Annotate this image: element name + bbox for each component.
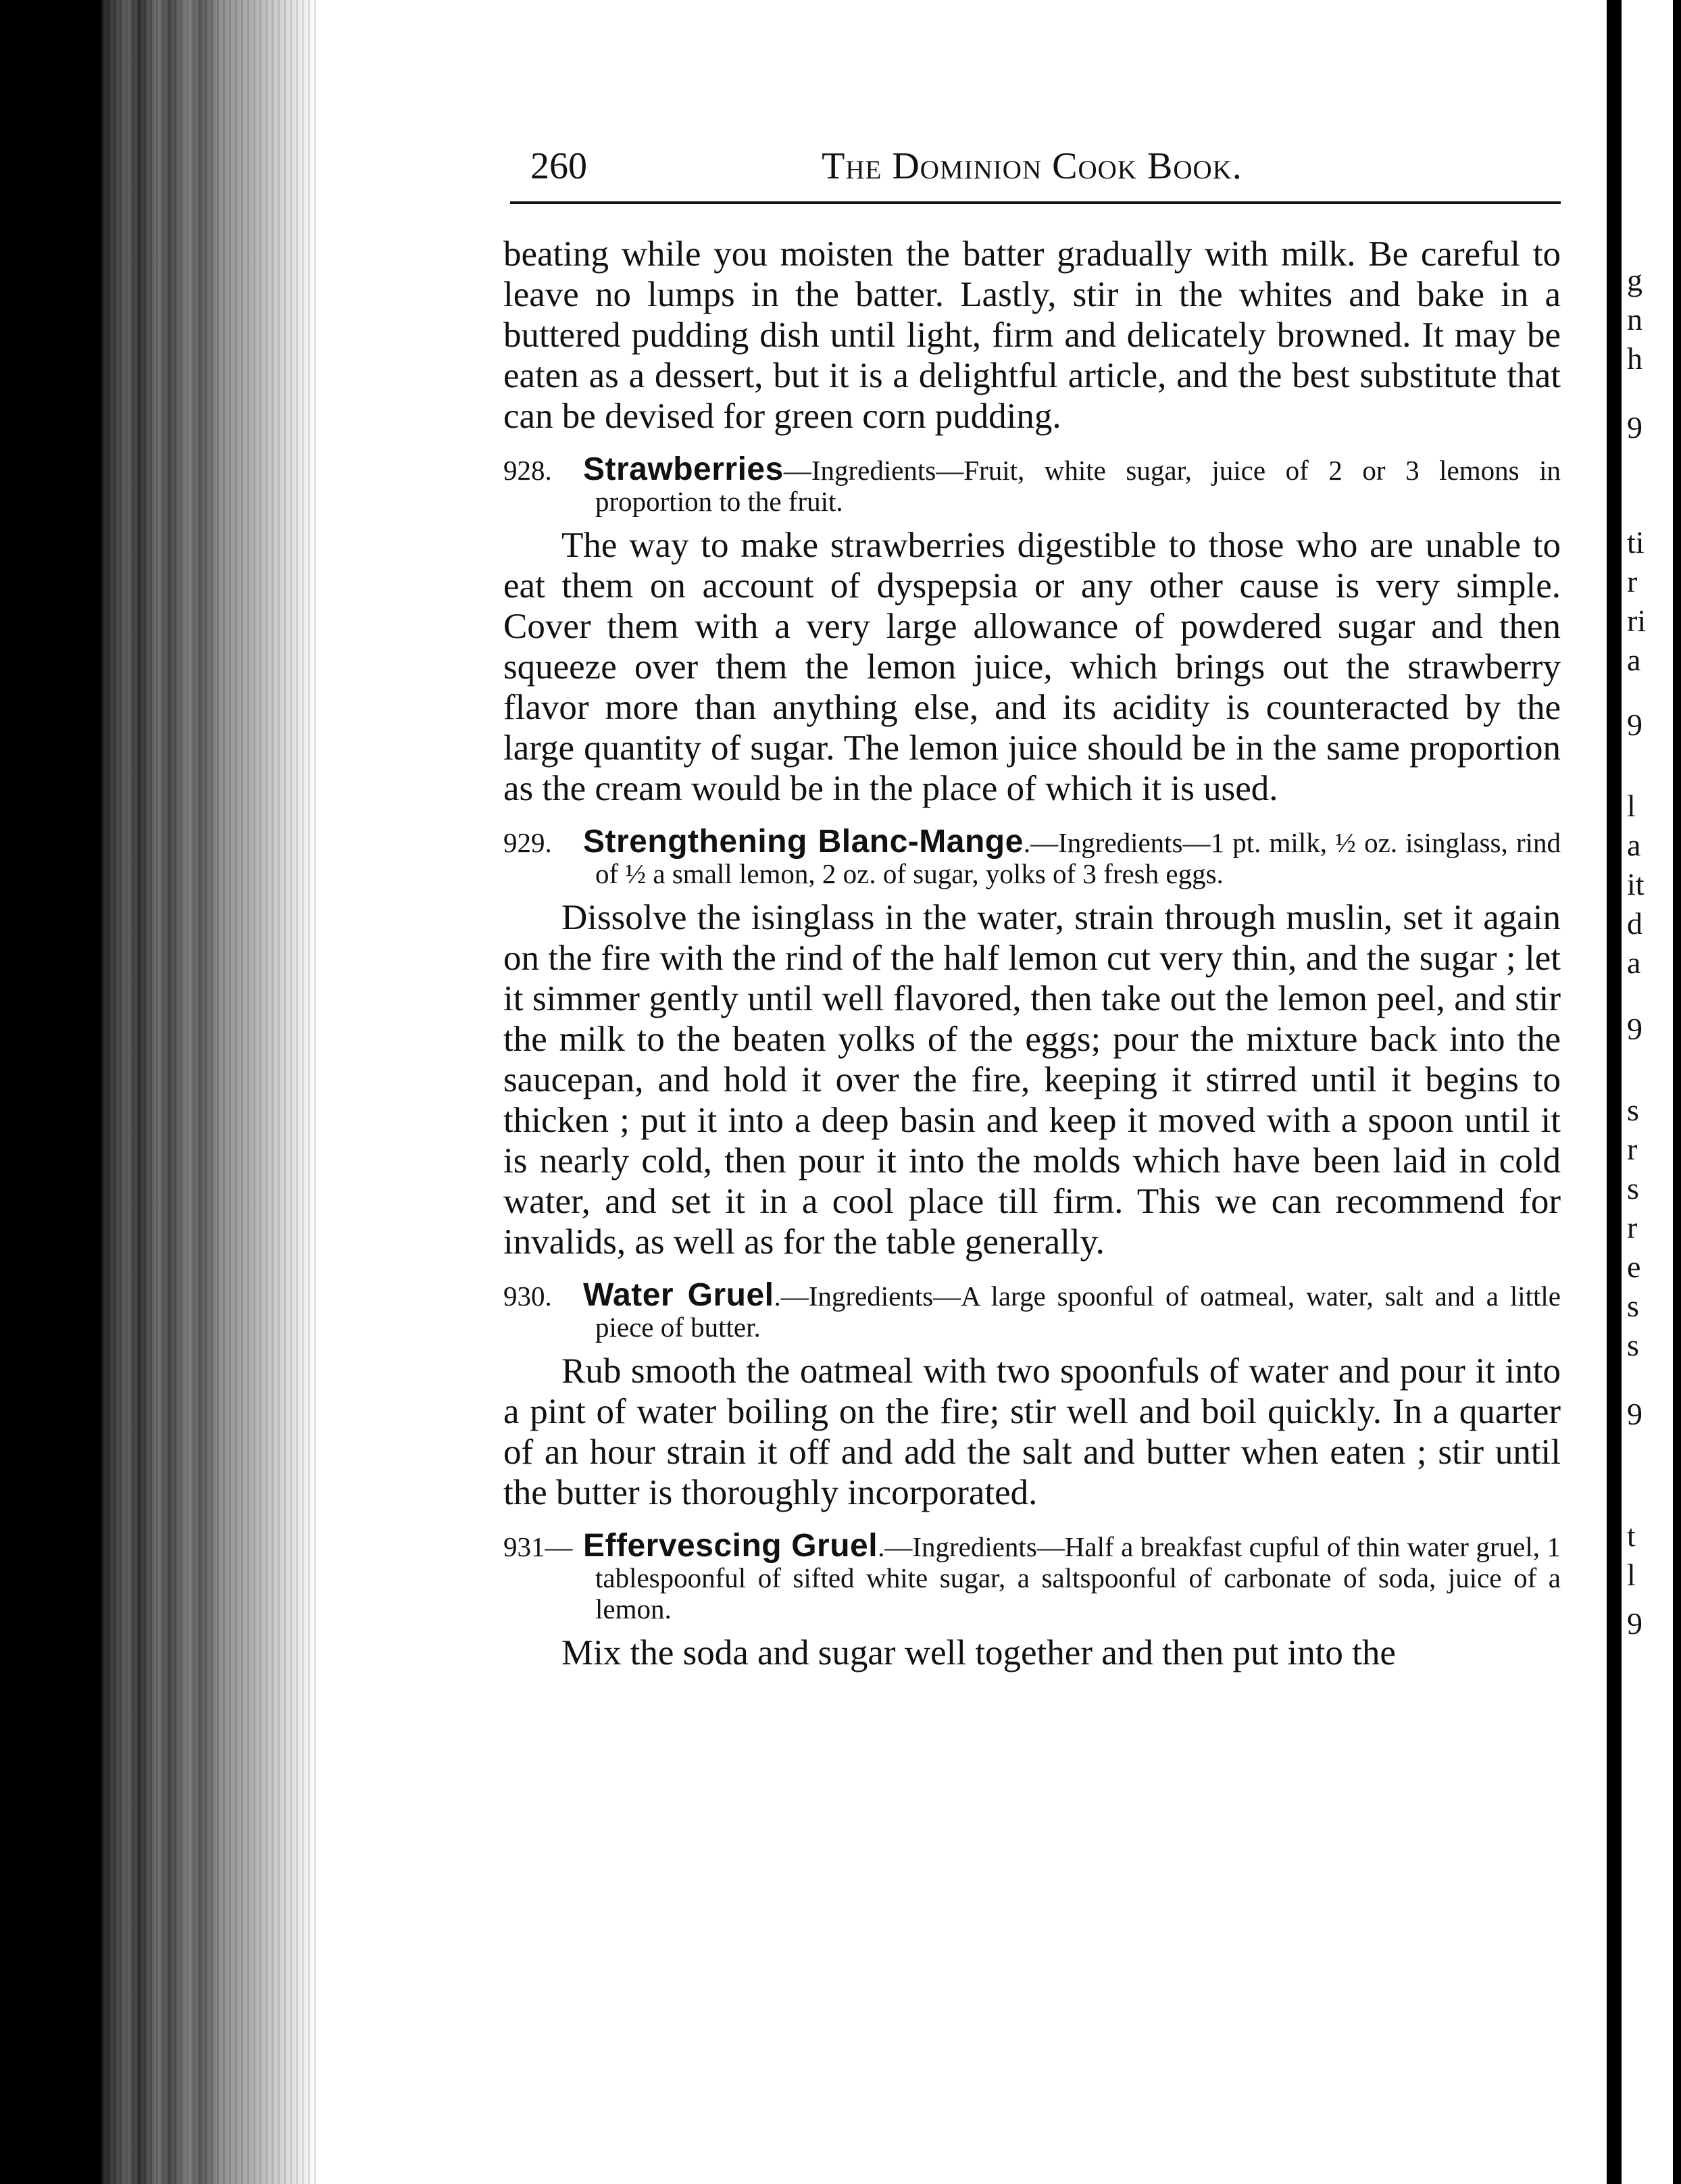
facing-page-fragment: h xyxy=(1627,341,1642,376)
facing-page-fragment: r xyxy=(1627,1132,1638,1166)
facing-page-fragment: r xyxy=(1627,1210,1638,1245)
recipe-931 xyxy=(503,1528,1561,1673)
page-number: 260 xyxy=(530,145,587,187)
recipe-number: 928. xyxy=(503,455,552,486)
facing-page-fragment: 9 xyxy=(1627,1012,1642,1046)
facing-page-fragment: s xyxy=(1627,1328,1639,1362)
facing-page-fragment: s xyxy=(1627,1289,1639,1323)
facing-page-fragment: 9 xyxy=(1627,1397,1642,1431)
facing-page-fragment: 9 xyxy=(1627,410,1642,445)
facing-page-fragment: a xyxy=(1627,643,1641,677)
facing-page-fragment: l xyxy=(1627,1558,1636,1592)
recipe-heading xyxy=(503,451,1561,517)
recipe-text: The way to make strawberries digestible to those who are unable to eat them on account of dyspepsia or any other cause is very simple. Cover them with a very large allowance of powdered sugar and then squeeze over them the lemon juice, which brings out the strawberry flavor more than anything else, and its acidity is counteracted by the large quantity of sugar. The lemon juice should be in the same proportion as the cream would be in the place of which it is used. xyxy=(503,526,1561,808)
recipe-text: Mix the soda and sugar well together and then put into the xyxy=(561,1633,1396,1672)
book-title: The Dominion Cook Book. xyxy=(822,145,1243,187)
book-page xyxy=(503,135,1561,1677)
facing-page-fragment: d xyxy=(1627,906,1642,941)
facing-page-fragment: g xyxy=(1627,263,1642,297)
recipe-heading xyxy=(503,1277,1561,1343)
facing-page-edge xyxy=(1673,0,1681,2184)
recipe-ingredients: .—Ingredients—1 pt. milk, ½ oz. isinglass, rind of ½ a small lemon, 2 oz. of sugar, yolks of 3 fresh eggs. xyxy=(595,827,1561,889)
facing-page-fragment: a xyxy=(1627,945,1641,980)
recipe-title: Water Gruel xyxy=(583,1277,774,1313)
recipe-number: 930. xyxy=(503,1281,552,1312)
facing-page-fragment: ri xyxy=(1627,603,1647,638)
recipe-title: Strengthening Blanc-Mange xyxy=(583,824,1024,860)
facing-page-fragment: 9 xyxy=(1627,1606,1642,1641)
recipe-heading xyxy=(503,1528,1561,1624)
facing-page-fragment: a xyxy=(1627,828,1641,862)
recipe-ingredients: .—Ingredients—A large spoonful of oatmeal, water, salt and a little piece of butter. xyxy=(595,1281,1561,1343)
running-head xyxy=(503,135,1561,196)
recipe-ingredients: —Ingredients—Fruit, white sugar, juice of 2 or 3 lemons in proportion to the fruit. xyxy=(595,455,1561,517)
facing-page xyxy=(1622,0,1681,2184)
opening-paragraph: beating while you moisten the batter gradually with milk. Be careful to leave no lumps in the batter. Lastly, stir in the whites and bake in a buttered pudding dish until light, firm and delicately browned. It may be eaten as a dessert, but it is a delightful article, and the best substitute that can be devised for green corn pudding. xyxy=(503,234,1561,436)
page-body xyxy=(503,234,1561,1673)
facing-page-fragment: e xyxy=(1627,1249,1641,1284)
facing-page-fragment: it xyxy=(1627,867,1645,901)
header-rule xyxy=(510,201,1561,204)
facing-page-fragment: r xyxy=(1627,564,1638,599)
recipe-title: Effervescing Gruel xyxy=(583,1528,878,1564)
facing-page-fragment: 9 xyxy=(1627,708,1642,742)
recipe-text: Rub smooth the oatmeal with two spoonfuls of water and pour it into a pint of water boiling on the fire; stir well and boil quickly. In a quarter of an hour strain it off and add the salt and butter when eaten ; stir until the butter is thoroughly incorporated. xyxy=(503,1351,1561,1512)
recipe-number: 931— xyxy=(503,1531,573,1562)
recipe-number: 929. xyxy=(503,827,552,858)
facing-page-fragment: l xyxy=(1627,789,1636,823)
recipe-ingredients: .—Ingredients—Half a breakfast cupful of thin water gruel, 1 tablespoonful of sifted white sugar, a saltspoonful of carbonate of soda, juice of a lemon. xyxy=(595,1531,1561,1624)
facing-page-fragment: n xyxy=(1627,302,1642,337)
book-gutter xyxy=(1607,0,1622,2184)
facing-page-fragment: ti xyxy=(1627,525,1645,560)
recipe-title: Strawberries xyxy=(583,451,784,487)
facing-page-fragment: s xyxy=(1627,1093,1639,1127)
page-block-streaks xyxy=(101,0,318,2184)
recipe-930 xyxy=(503,1277,1561,1513)
recipe-heading xyxy=(503,826,1561,889)
recipe-929 xyxy=(503,826,1561,1262)
recipe-text: Dissolve the isinglass in the water, strain through muslin, set it again on the fire with the rind of the half lemon cut very thin, and the sugar ; let it simmer gently until well flavored, then take out the lemon peel, and stir the milk to the beaten yolks of the eggs; pour the mixture back into the saucepan, and hold it over the fire, keeping it stirred until it begins to thicken ; put it into a deep basin and keep it moved with a spoon until it is nearly cold, then pour it into the molds which have been laid in cold water, and set it in a cool place till firm. This we can recommend for invalids, as well as for the table generally. xyxy=(503,898,1561,1262)
facing-page-fragment: t xyxy=(1627,1518,1636,1553)
recipe-928 xyxy=(503,451,1561,809)
facing-page-fragment: s xyxy=(1627,1171,1639,1206)
